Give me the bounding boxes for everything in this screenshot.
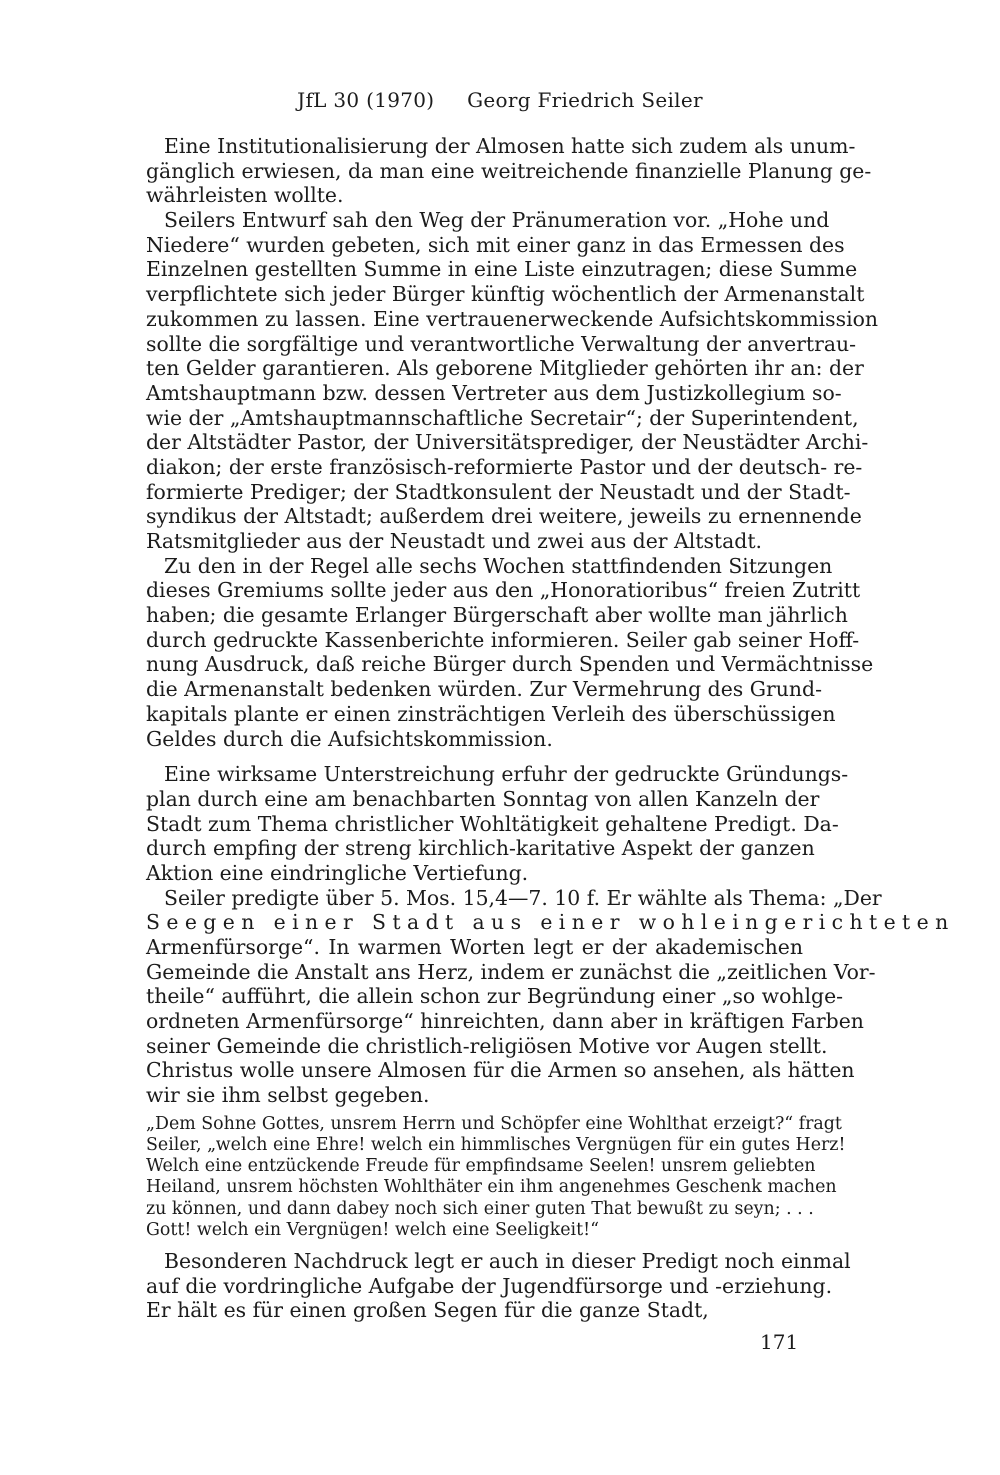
quote-line: zu können, und dann dabey noch sich einer guten That bewußt zu seyn; . . . xyxy=(146,1198,814,1219)
text-line: plan durch eine am benachbarten Sonntag von allen Kanzeln der xyxy=(146,786,820,811)
paragraph xyxy=(146,208,879,554)
paragraph xyxy=(146,553,874,752)
text-line: sollte die sorgfältige und verantwortliche Verwaltung der anvertrau- xyxy=(146,331,857,356)
text-line: verpflichtete sich jeder Bürger künftig wöchentlich der Armenanstalt xyxy=(146,282,865,307)
text-line: Einzelnen gestellten Summe in eine Liste einzutragen; diese Summe xyxy=(146,257,858,282)
paragraph xyxy=(146,762,849,885)
running-header xyxy=(0,88,1000,112)
text-line: Gemeinde die Anstalt ans Herz, indem er zunächst die „zeitlichen Vor- xyxy=(146,959,876,984)
text-line: Seilers Entwurf sah den Weg der Pränumeration vor. „Hohe und xyxy=(164,208,830,233)
text-line: Armenfürsorge“. In warmen Worten legt er der akademischen xyxy=(146,935,803,959)
text-line: seiner Gemeinde die christlich-religiösen Motive vor Augen stellt. xyxy=(146,1033,828,1058)
text-line: Geldes durch die Aufsichtskommission. xyxy=(146,726,553,751)
text-line: der Altstädter Pastor, der Universitätsprediger, der Neustädter Archi- xyxy=(146,430,869,455)
text-line: nung Ausdruck, daß reiche Bürger durch Spenden und Vermächtnisse xyxy=(146,652,874,677)
text-line: wir sie ihm selbst gegeben. xyxy=(146,1083,430,1108)
quote-line: Welch eine entzückende Freude für empfindsame Seelen! unsrem geliebten xyxy=(146,1156,816,1177)
text-line: Christus wolle unsere Almosen für die Armen so ansehen, als hätten xyxy=(146,1058,855,1083)
text-line: Niedere“ wurden gebeten, sich mit einer ganz in das Ermessen des xyxy=(146,232,845,257)
block-quote xyxy=(146,1113,846,1241)
text-line: wie der „Amtshauptmannschaftliche Secretair“; der Superintendent, xyxy=(146,405,859,430)
text-line: diakon; der erste französisch-reformierte Pastor und der deutsch- re- xyxy=(146,454,863,479)
paragraph xyxy=(146,134,872,208)
paragraph xyxy=(146,885,955,1108)
text-line: durch gedruckte Kassenberichte informieren. Seiler gab seiner Hoff- xyxy=(146,627,860,652)
text-line: Ratsmitglieder aus der Neustadt und zwei aus der Altstadt. xyxy=(146,529,763,553)
quote-line: Gott! welch ein Vergnügen! welch eine Seeligkeit!“ xyxy=(146,1219,599,1240)
text-line: ordneten Armenfürsorge“ hinreichten, dann aber in kräftigen Farben xyxy=(146,1009,864,1034)
text-line: Eine wirksame Unterstreichung erfuhr der gedruckte Gründungs- xyxy=(164,762,849,787)
text-line: Aktion eine eindringliche Vertiefung. xyxy=(146,860,529,885)
text-line: gänglich erwiesen, da man eine weitreichende finanzielle Planung ge- xyxy=(146,158,872,183)
paragraph xyxy=(146,1248,851,1323)
text-line: Eine Institutionalisierung der Almosen hatte sich zudem als unum- xyxy=(164,134,856,158)
text-line: Er hält es für einen großen Segen für die ganze Stadt, xyxy=(146,1298,709,1323)
text-line: Stadt zum Thema christlicher Wohltätigkeit gehaltene Predigt. Da- xyxy=(146,811,839,836)
quote-gap xyxy=(146,1241,803,1249)
text-line: formierte Prediger; der Stadtkonsulent der Neustadt und der Stadt- xyxy=(146,479,851,504)
quote-line: „Dem Sohne Gottes, unsrem Herrn und Schöpfer eine Wohlthat erzeigt?“ fragt xyxy=(146,1113,842,1134)
page-number: 171 xyxy=(760,1330,799,1354)
text-line: auf die vordringliche Aufgabe der Jugendfürsorge und -erziehung. xyxy=(146,1273,833,1298)
text-line: syndikus der Altstadt; außerdem drei weitere, jeweils zu ernennende xyxy=(146,504,862,529)
text-line: zukommen zu lassen. Eine vertrauenerweckende Aufsichtskommission xyxy=(146,306,879,331)
text-line: kapitals plante er einen zinsträchtigen Verleih des überschüssigen xyxy=(146,701,836,726)
text-line: Amtshauptmann bzw. dessen Vertreter aus dem Justizkollegium so- xyxy=(146,380,842,405)
text-line: theile“ aufführt, die allein schon zur Begründung einer „so wohlge- xyxy=(146,984,844,1009)
text-line: Zu den in der Regel alle sechs Wochen stattfindenden Sitzungen xyxy=(164,553,833,578)
text-line: währleisten wollte. xyxy=(146,183,344,208)
quote-line: Seiler, „welch eine Ehre! welch ein himmlisches Vergnügen für ein gutes Herz! xyxy=(146,1135,846,1155)
text-line: die Armenanstalt bedenken würden. Zur Vermehrung des Grund- xyxy=(146,677,822,702)
text-line: dieses Gremiums sollte jeder aus den „Honoratioribus“ freien Zutritt xyxy=(146,578,861,603)
text-line: Seegen einer Stadt aus einer wohleingerichteten xyxy=(146,910,955,935)
journal-reference: JfL 30 (1970) xyxy=(297,88,435,112)
main-text xyxy=(146,134,955,1323)
text-line: Besonderen Nachdruck legt er auch in dieser Predigt noch einmal xyxy=(164,1248,851,1273)
article-title: Georg Friedrich Seiler xyxy=(467,88,703,112)
section-gap xyxy=(146,751,803,762)
text-line: Seiler predigte über 5. Mos. 15,4—7. 10 f. Er wählte als Thema: „Der xyxy=(164,885,882,910)
text-line: ten Gelder garantieren. Als geborene Mitglieder gehörten ihr an: der xyxy=(146,356,864,381)
text-line: haben; die gesamte Erlanger Bürgerschaft aber wollte man jährlich xyxy=(146,603,848,628)
text-line: durch empfing der streng kirchlich-karitative Aspekt der ganzen xyxy=(146,836,815,861)
quote-line: Heiland, unsrem höchsten Wohlthäter ein ihm angenehmes Geschenk machen xyxy=(146,1177,837,1198)
